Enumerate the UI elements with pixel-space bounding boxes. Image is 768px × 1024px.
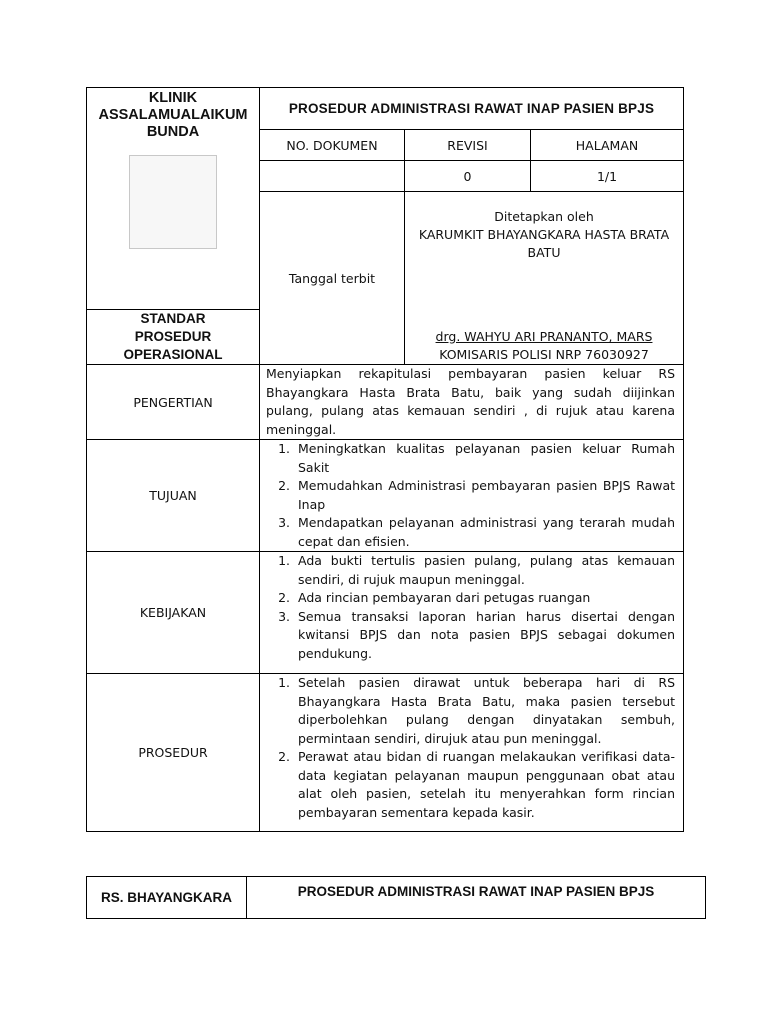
col-doc-no-header: NO. DOKUMEN (260, 130, 405, 161)
prosedur-content (260, 674, 684, 832)
page-value: 1/1 (531, 161, 684, 192)
footer-document-title: PROSEDUR ADMINISTRASI RAWAT INAP PASIEN BPJS (247, 877, 706, 919)
prosedur-list (260, 674, 683, 822)
tujuan-label: TUJUAN (87, 440, 260, 552)
sop-label (87, 310, 260, 365)
signatory-rank: KOMISARIS POLISI NRP 76030927 (439, 347, 649, 362)
tujuan-list (260, 440, 683, 551)
revision-value: 0 (405, 161, 531, 192)
list-item: 2. Ada rincian pembayaran dari petugas ruangan (294, 589, 675, 608)
issue-date-label: Tanggal terbit (260, 192, 405, 365)
list-item: 1. Ada bukti tertulis pasien pulang, pulang atas kemauan sendiri, di rujuk maupun meninggal. (294, 552, 675, 589)
clinic-header-cell (87, 88, 260, 310)
list-item: 3. Semua transaksi laporan harian harus disertai dengan kwitansi BPJS dan nota pasien BPJS sebagai dokumen pendukung. (294, 608, 675, 664)
tujuan-content (260, 440, 684, 552)
approving-office: KARUMKIT BHAYANGKARA HASTA BRATA BATU (418, 227, 670, 260)
list-item: 1. Meningkatkan kualitas pelayanan pasien keluar Rumah Sakit (294, 440, 675, 477)
footer-institution: RS. BHAYANGKARA (87, 877, 247, 919)
kebijakan-label: KEBIJAKAN (87, 552, 260, 674)
col-page-header: HALAMAN (531, 130, 684, 161)
kebijakan-list (260, 552, 683, 663)
signatory-name: drg. WAHYU ARI PRANANTO, MARS (435, 329, 653, 344)
prosedur-label: PROSEDUR (87, 674, 260, 832)
clinic-name-line-2: ASSALAMUALAIKUM (98, 107, 248, 123)
doc-no-value (260, 161, 405, 192)
col-revision-header: REVISI (405, 130, 531, 161)
approval-block (405, 192, 684, 365)
kebijakan-content (260, 552, 684, 674)
clinic-name-line-3: BUNDA (146, 124, 200, 140)
pengertian-label: PENGERTIAN (87, 365, 260, 440)
list-item: 2. Perawat atau bidan di ruangan melakaukan verifikasi data-data kegiatan pelayanan maupun penggunaan obat atau alat oleh pasien, setelah itu menyerahkan form rincian pembayaran sementara kepada kasir. (294, 748, 675, 822)
sop-label-line-1: STANDAR (140, 311, 206, 326)
list-item: 1. Setelah pasien dirawat untuk beberapa hari di RS Bhayangkara Hasta Brata Batu, maka pasien tersebut diperbolehkan pulang dengan dinyatakan sembuh, permintaan sendiri, dirujuk atau pun meninggal. (294, 674, 675, 748)
sop-label-line-2: PROSEDUR (134, 329, 212, 344)
clinic-name-line-1: KLINIK (148, 90, 198, 106)
pengertian-content (260, 365, 684, 440)
list-item: 2. Memudahkan Administrasi pembayaran pasien BPJS Rawat Inap (294, 477, 675, 514)
sop-label-line-3: OPERASIONAL (123, 347, 223, 362)
clinic-logo (129, 155, 217, 249)
list-item: 3. Mendapatkan pelayanan administrasi yang terarah mudah cepat dan efisien. (294, 514, 675, 551)
sop-document-table (86, 87, 684, 832)
document-title: PROSEDUR ADMINISTRASI RAWAT INAP PASIEN BPJS (260, 88, 684, 130)
established-by: Ditetapkan oleh (494, 209, 594, 224)
pengertian-text: Menyiapkan rekapitulasi pembayaran pasien keluar RS Bhayangkara Hasta Brata Batu, baik yang sudah diijinkan pulang, pulang atas kemauan sendiri , di rujuk atau karena meninggal. (266, 366, 676, 437)
next-page-header-table (86, 876, 706, 919)
clinic-name (87, 88, 259, 141)
